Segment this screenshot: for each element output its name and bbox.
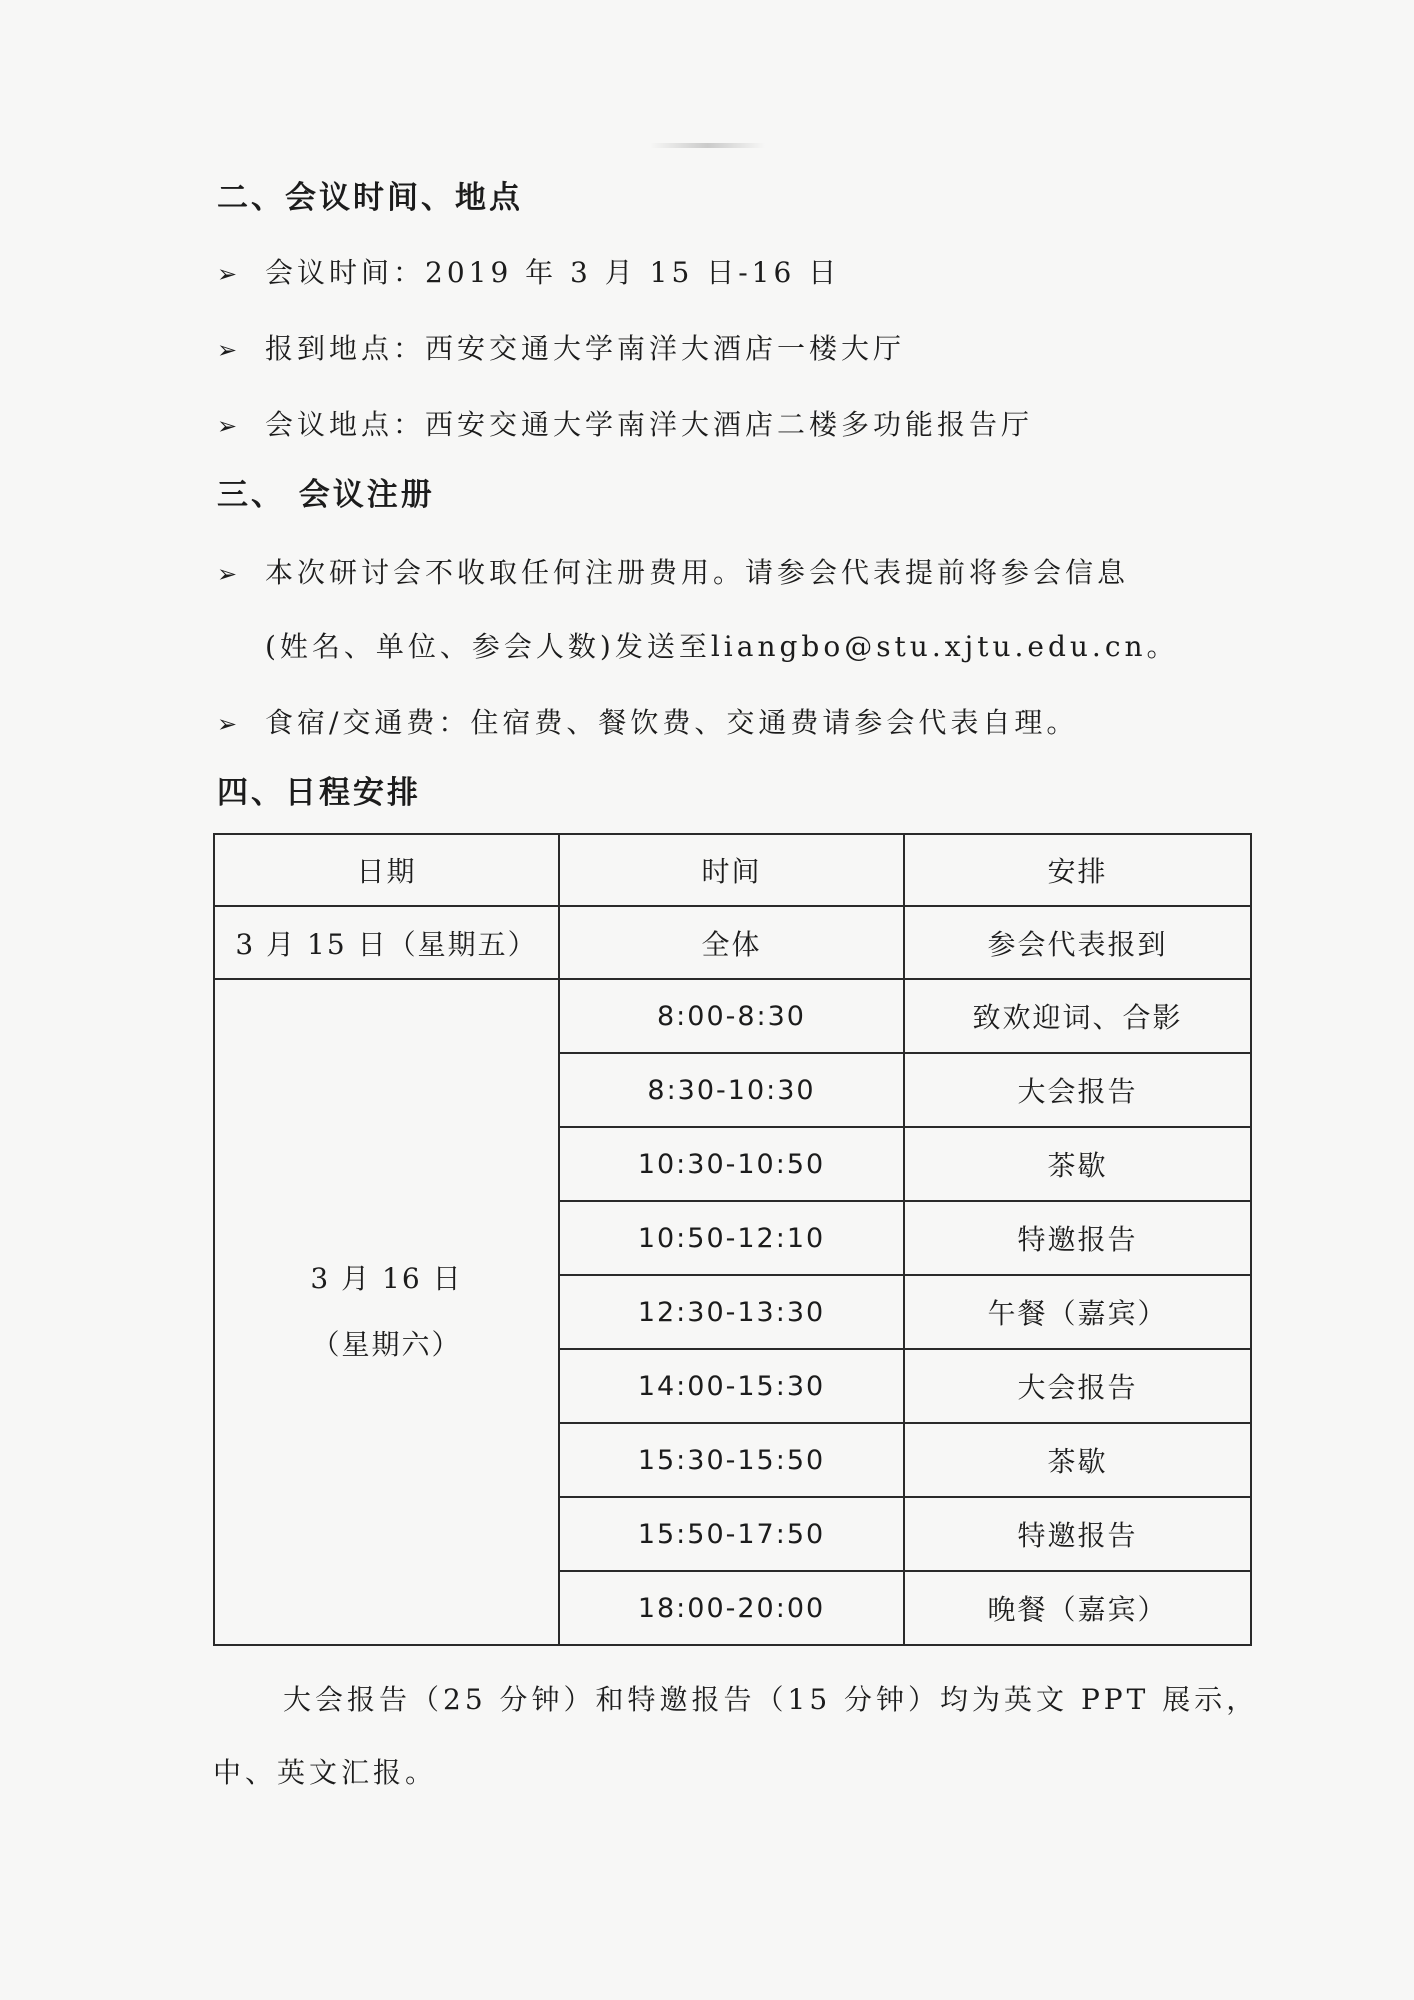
section-heading-time-place: 二、会议时间、地点 [217, 180, 523, 216]
day2-weekday: （星期六） [311, 1328, 462, 1361]
table-row [214, 979, 1251, 1053]
slot-time: 14:00-15:30 [559, 1349, 904, 1423]
slot-plan: 茶歇 [904, 1127, 1251, 1201]
day2-date: 3 月 16 日 [310, 1262, 463, 1295]
slot-time: 15:50-17:50 [559, 1497, 904, 1571]
section-heading-registration: 三、 会议注册 [217, 477, 435, 513]
slot-plan: 大会报告 [904, 1349, 1251, 1423]
slot-time: 12:30-13:30 [559, 1275, 904, 1349]
day2-date-cell [214, 979, 559, 1645]
slot-time: 10:30-10:50 [559, 1127, 904, 1201]
bullet-checkin-place [217, 329, 905, 370]
note-line-1: 大会报告（25 分钟）和特邀报告（15 分钟）均为英文 PPT 展示， [283, 1683, 1259, 1716]
slot-time: 8:00-8:30 [559, 979, 904, 1053]
slot-plan: 大会报告 [904, 1053, 1251, 1127]
header-time: 时间 [559, 834, 904, 906]
slot-time: 15:30-15:50 [559, 1423, 904, 1497]
table-row [214, 906, 1251, 979]
slot-plan: 茶歇 [904, 1423, 1251, 1497]
slot-plan: 特邀报告 [904, 1201, 1251, 1275]
registration-continuation: (姓名、单位、参会人数)发送至liangbo@stu.xjtu.edu.cn。 [265, 630, 1179, 663]
slot-time: 18:00-20:00 [559, 1571, 904, 1645]
bullet-text: 会议地点：西安交通大学南洋大酒店二楼多功能报告厅 [265, 408, 1034, 441]
header-plan: 安排 [904, 834, 1251, 906]
bullet-text: 本次研讨会不收取任何注册费用。请参会代表提前将参会信息 [265, 556, 1130, 589]
slot-plan: 致欢迎词、合影 [904, 979, 1251, 1053]
bullet-text: 报到地点：西安交通大学南洋大酒店一楼大厅 [265, 332, 906, 365]
header-date: 日期 [214, 834, 559, 906]
slot-plan: 午餐（嘉宾） [904, 1275, 1251, 1349]
section-heading-schedule: 四、日程安排 [217, 775, 421, 811]
schedule-table [213, 833, 1252, 1646]
bullet-meeting-time [217, 253, 840, 294]
slot-plan: 晚餐（嘉宾） [904, 1571, 1251, 1645]
slot-time: 10:50-12:10 [559, 1201, 904, 1275]
bullet-text: 食宿/交通费：住宿费、餐饮费、交通费请参会代表自理。 [265, 706, 1079, 739]
arrowhead-bullet-icon: ➢ [217, 412, 242, 440]
slot-plan: 特邀报告 [904, 1497, 1251, 1571]
arrowhead-bullet-icon: ➢ [217, 260, 242, 288]
slot-time: 8:30-10:30 [559, 1053, 904, 1127]
note-line-2: 中、英文汇报。 [213, 1756, 438, 1789]
bullet-meeting-place [217, 405, 1033, 446]
day1-time: 全体 [559, 906, 904, 979]
scan-artifact [650, 143, 765, 148]
arrowhead-bullet-icon: ➢ [217, 560, 242, 588]
day1-date: 3 月 15 日（星期五） [214, 906, 559, 979]
bullet-accommodation [217, 703, 1078, 744]
table-header-row [214, 834, 1251, 906]
bullet-text: 会议时间：2019 年 3 月 15 日-16 日 [265, 256, 841, 289]
bullet-registration-fee [217, 553, 1129, 594]
arrowhead-bullet-icon: ➢ [217, 336, 242, 364]
arrowhead-bullet-icon: ➢ [217, 710, 242, 738]
day1-plan: 参会代表报到 [904, 906, 1251, 979]
